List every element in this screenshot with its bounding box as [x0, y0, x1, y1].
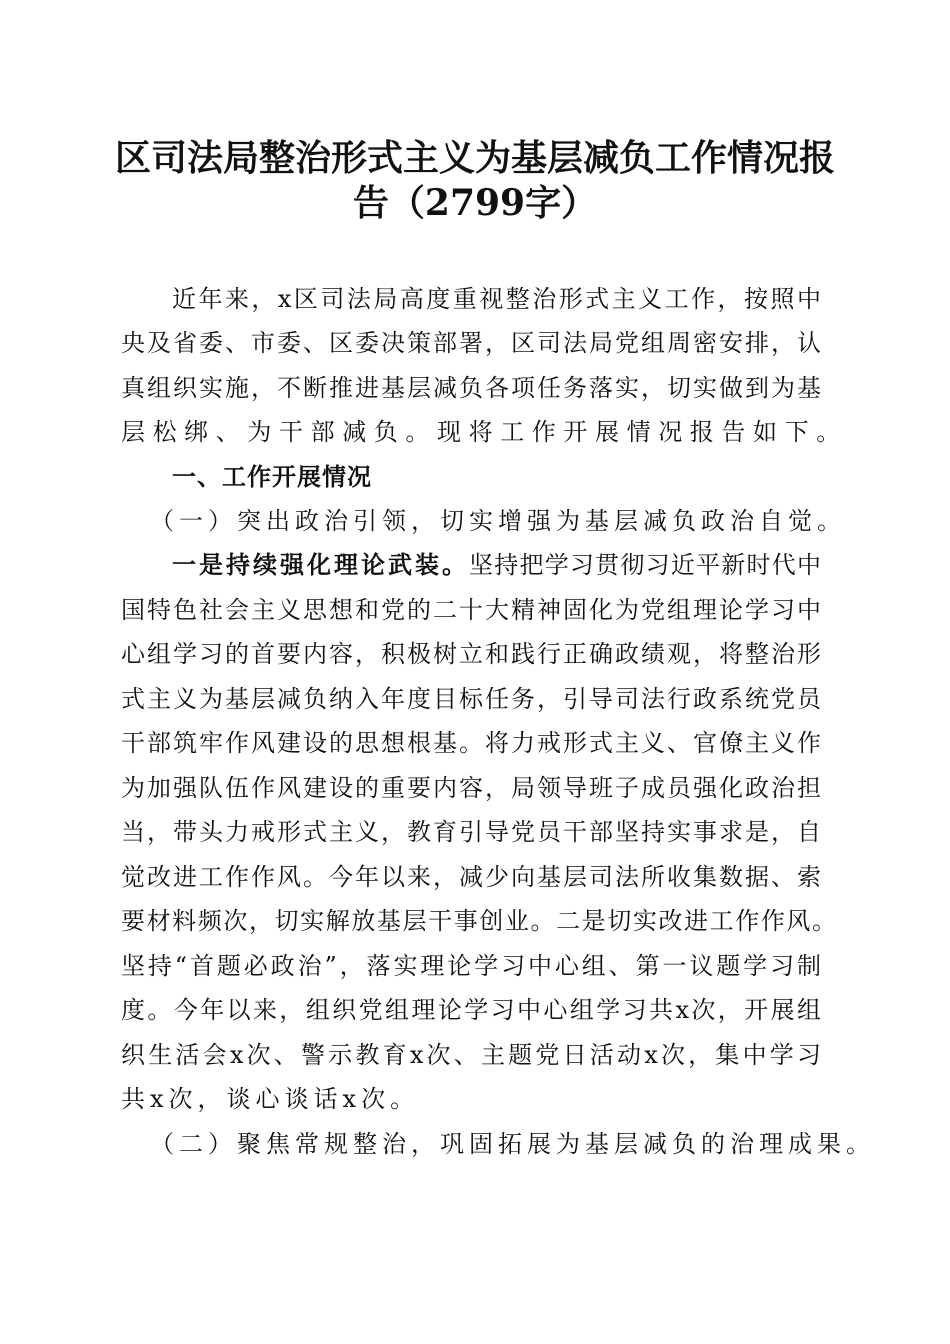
para-line: 共x次，谈心谈话x次。	[121, 1085, 420, 1113]
section-heading: 一、工作开展情况	[172, 463, 372, 491]
para-line: 干部筑牢作风建设的思想根基。将力戒形式主义、官僚主义作	[121, 729, 821, 757]
para-line: 度。今年以来，组织党组理论学习中心组学习共x次，开展组	[121, 996, 821, 1024]
intro-line: 层松绑、为干部减负。现将工作开展情况报告如下。	[121, 418, 848, 446]
intro-line: 真组织实施，不断推进基层减负各项任务落实，切实做到为基	[121, 374, 821, 402]
para-line	[172, 550, 821, 580]
para-line: 式主义为基层减负纳入年度目标任务，引导司法行政系统党员	[121, 685, 821, 713]
para-lead-bold: 一是持续强化理论武装。	[172, 551, 469, 579]
subsection-heading: （一）突出政治引领，切实增强为基层减负政治自觉。	[150, 507, 846, 535]
title-line-1: 区司法局整治形式主义为基层减负工作情况报	[114, 137, 835, 179]
title-line-2: 告（2799字）	[352, 182, 598, 224]
para-line: 为加强队伍作风建设的重要内容，局领导班子成员强化政治担	[121, 774, 821, 802]
intro-line: 央及省委、市委、区委决策部署，区司法局党组周密安排，认	[121, 329, 821, 357]
para-line: 心组学习的首要内容，积极树立和践行正确政绩观，将整治形	[121, 640, 821, 668]
para-line: 坚持“首题必政治”，落实理论学习中心组、第一议题学习制	[121, 952, 821, 980]
para-line: 国特色社会主义思想和党的二十大精神固化为党组理论学习中	[121, 596, 821, 624]
para-line: 当，带头力戒形式主义，教育引导党员干部坚持实事求是，自	[121, 818, 821, 846]
para-line: 觉改进工作作风。今年以来，减少向基层司法所收集数据、索	[121, 863, 821, 891]
intro-line: 近年来，x区司法局高度重视整治形式主义工作，按照中	[172, 285, 821, 313]
para-line: 要材料频次，切实解放基层干事创业。二是切实改进工作作风。	[121, 907, 836, 935]
para-line: 织生活会x次、警示教育x次、主题党日活动x次，集中学习	[121, 1041, 821, 1069]
para-line-rest: 坚持把学习贯彻习近平新时代中	[469, 551, 821, 579]
subsection-heading: （二）聚焦常规整治，巩固拓展为基层减负的治理成果。	[150, 1130, 875, 1158]
document-title	[110, 136, 840, 226]
